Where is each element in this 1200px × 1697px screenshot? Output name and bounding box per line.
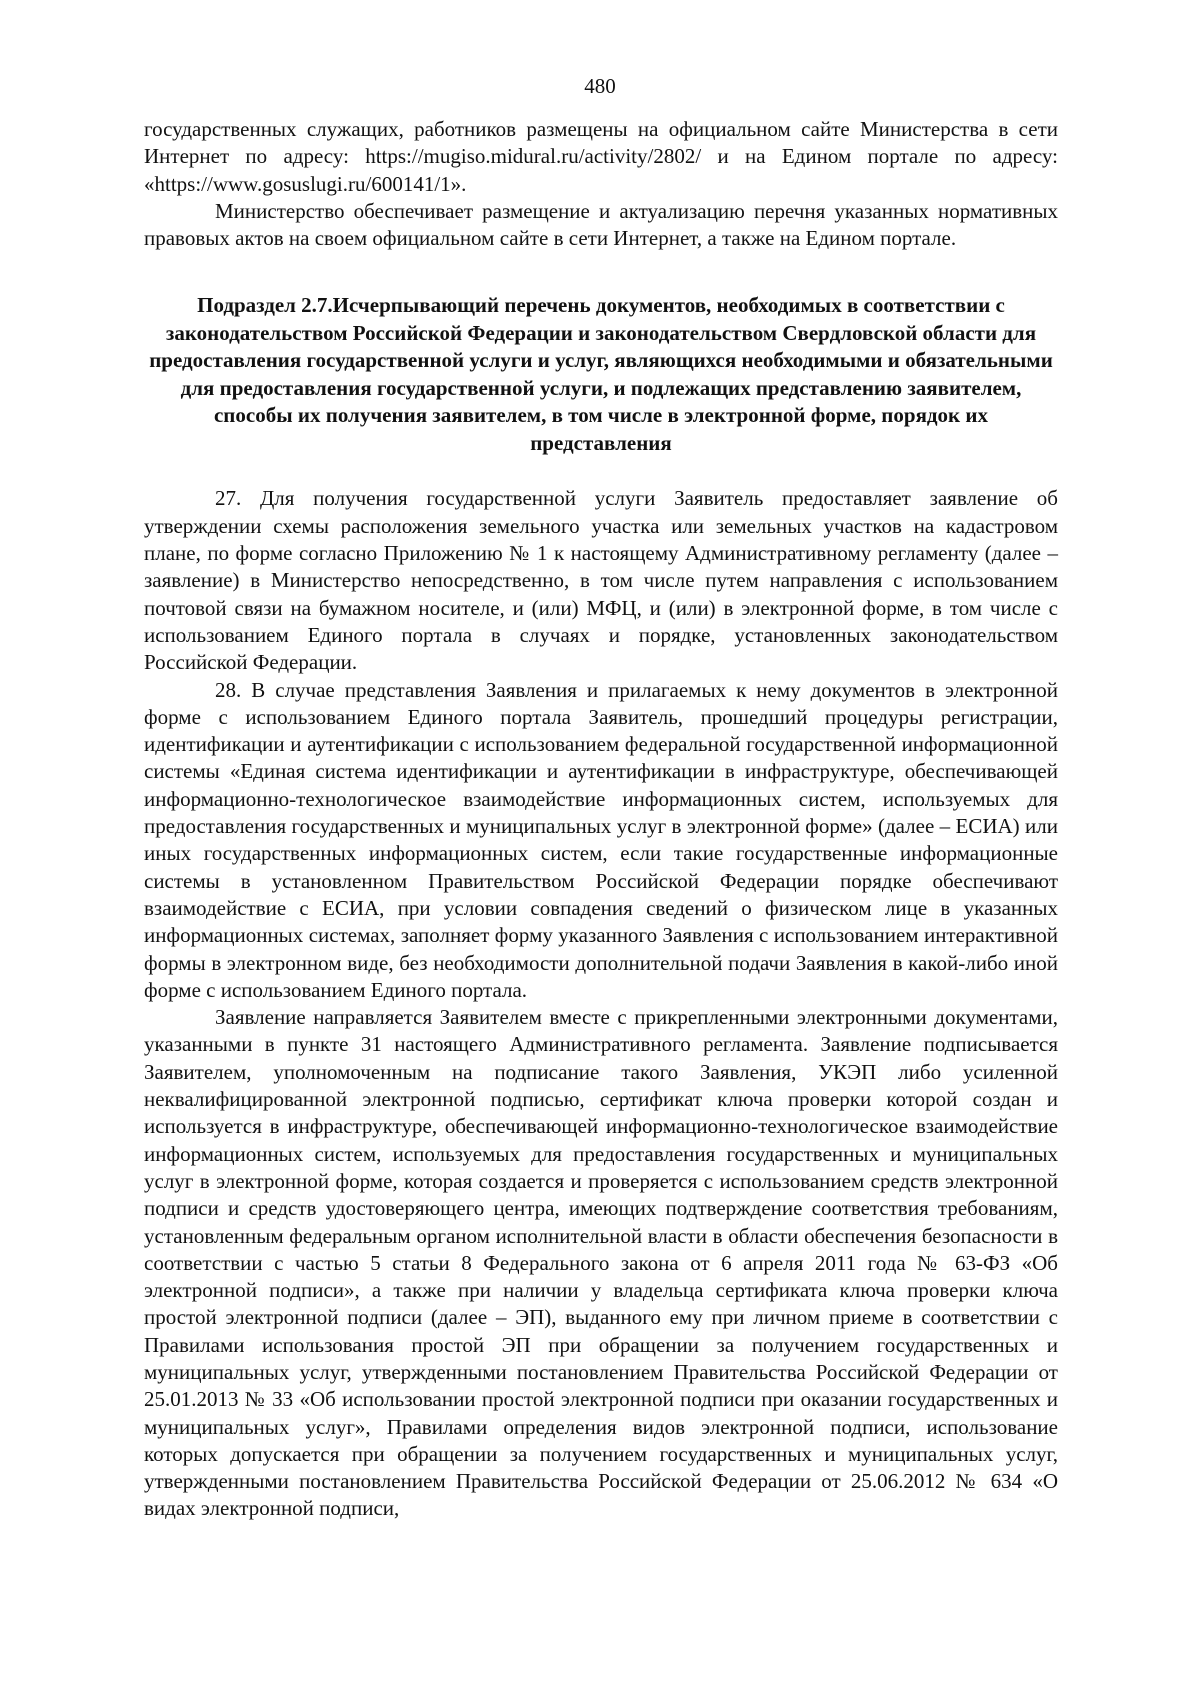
paragraph-28: 28. В случае представления Заявления и прилагаемых к нему документов в электронной форме с использованием Единого портала Заявитель, прошедший процедуры регистрации, идентификации и аутентификации с использованием федеральной государственной информационной системы «Единая система идентификации и аутентификации в инфраструктуре, обеспечивающей информационно-технологическое взаимодействие информационных систем, используемых для предоставления государственных и муниципальных услуг в электронной форме» (далее – ЕСИА) или иных государственных информационных систем, если такие государственные информационные системы в установленном Правительством Российской Федерации порядке обеспечивают взаимодействие с ЕСИА, при условии совпадения сведений о физическом лице в указанных информационных системах, заполняет форму указанного Заявления с использованием интерактивной формы в электронном виде, без необходимости дополнительной подачи Заявления в какой-либо иной форме с использованием Единого портала. [144,677,1058,1002]
section-heading: Подраздел 2.7.Исчерпывающий перечень документов, необходимых в соответствии с законодательством Российской Федерации и законодательством Свердловской области для предоставления государственной услуги и услуг, являющихся необходимыми и обязательными для предоставления государственной услуги, и подлежащих представлению заявителем, способы их получения заявителем, в том числе в электронной форме, порядок их представления [149,293,1053,455]
paragraph-continuation: государственных служащих, работников размещены на официальном сайте Министерства в сети Интернет по адресу: https://mugiso.midural.ru/activity/2802/ и на Едином портале по адресу: «https://www.gosuslugi.ru/600141/1». [144,117,1058,196]
paragraph-signing-requirements: Заявление направляется Заявителем вместе с прикрепленными электронными документами, указанными в пункте 31 настоящего Административного регламента. Заявление подписывается Заявителем, уполномоченным на подписание такого Заявления, УКЭП либо усиленной неквалифицированной электронной подписью, сертификат ключа проверки которой создан и используется в инфраструктуре, обеспечивающей информационно-технологическое взаимодействие информационных систем, используемых для предоставления государственных и муниципальных услуг в электронной форме, которая создается и проверяется с использованием средств электронной подписи и средств удостоверяющего центра, имеющих подтверждение соответствия требованиям, установленным федеральным органом исполнительной власти в области обеспечения безопасности в соответствии с частью 5 статьи 8 Федерального закона от 6 апреля 2011 года № 63-ФЗ «Об электронной подписи», а также при наличии у владельца сертификата ключа проверки ключа простой электронной подписи (далее – ЭП), выданного ему при личном приеме в соответствии с Правилами использования простой ЭП при обращении за получением государственных и муниципальных услуг, утвержденными постановлением Правительства Российской Федерации от 25.01.2013 № 33 «Об использовании простой электронной подписи при оказании государственных и муниципальных услуг», Правилами определения видов электронной подписи, использование которых допускается при обращении за получением государственных и муниципальных услуг, утвержденными постановлением Правительства Российской Федерации от 25.06.2012 № 634 «О видах электронной подписи, [144,1005,1058,1521]
page-number: 480 [584,74,616,98]
document-body [144,116,1058,1523]
paragraph-27: 27. Для получения государственной услуги Заявитель предоставляет заявление об утверждении схемы расположения земельного участка или земельных участков на кадастровом плане, по форме согласно Приложению № 1 к настоящему Административному регламенту (далее – заявление) в Министерство непосредственно, в том числе путем направления с использованием почтовой связи на бумажном носителе, и (или) МФЦ, и (или) в электронной форме, в том числе с использованием Единого портала в случаях и порядке, установленных законодательством Российской Федерации. [144,486,1058,675]
paragraph-ministry-publication: Министерство обеспечивает размещение и актуализацию перечня указанных нормативных правовых актов на своем официальном сайте в сети Интернет, а также на Едином портале. [144,198,1058,251]
